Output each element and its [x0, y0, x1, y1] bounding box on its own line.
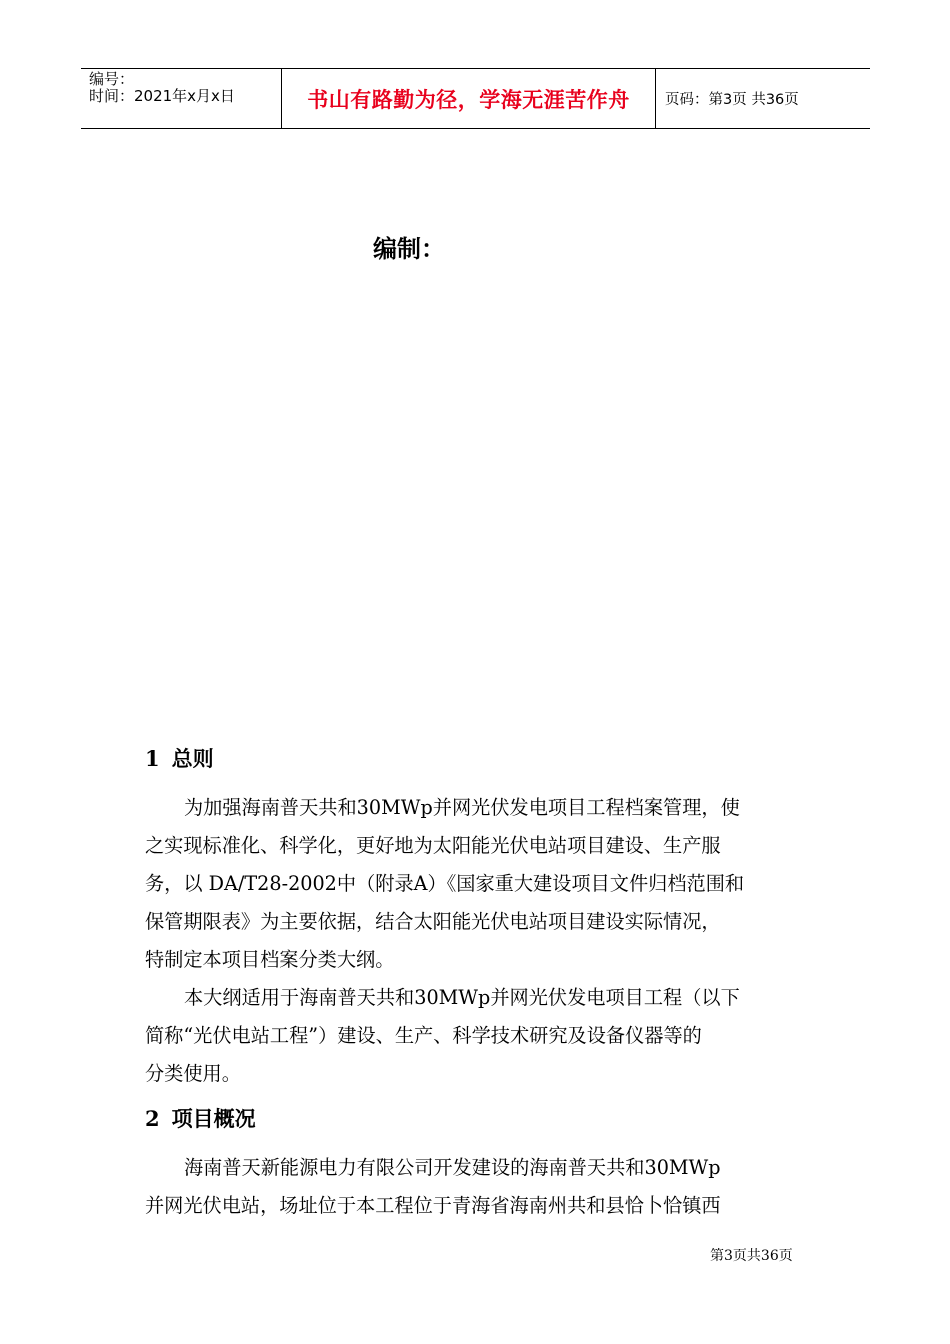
- section-number: 2: [145, 1106, 160, 1131]
- header-page-cell: [656, 69, 870, 128]
- number-label: 编号：: [89, 70, 135, 88]
- paragraph-line: 特制定本项目档案分类大纲。: [145, 948, 395, 971]
- header-table: [81, 68, 870, 129]
- paragraph-line: 并网光伏电站，场址位于本工程位于青海省海南州共和县恰卜恰镇西: [145, 1194, 721, 1217]
- paragraph-line: 简称“光伏电站工程”）建设、生产、科学技术研究及设备仪器等的: [145, 1024, 702, 1047]
- section-heading-2: [145, 1104, 256, 1134]
- header-motto-cell: [282, 69, 656, 128]
- section-heading-1: [145, 744, 214, 774]
- page-footer: 第3页共36页: [710, 1248, 793, 1264]
- paragraph-line: 本大纲适用于海南普天共和30MWp并网光伏发电项目工程（以下: [184, 986, 740, 1009]
- paragraph-line: 之实现标准化、科学化，更好地为太阳能光伏电站项目建设、生产服: [145, 834, 721, 857]
- time-label: 时间：2021年x月x日: [89, 87, 235, 105]
- motto-text: 书山有路勤为径，学海无涯苦作舟: [307, 87, 630, 112]
- paragraph-line: 保管期限表》为主要依据，结合太阳能光伏电站项目建设实际情况，: [145, 910, 721, 933]
- paragraph: [145, 789, 807, 979]
- section-number: 1: [145, 746, 160, 771]
- paragraph: [145, 979, 807, 1093]
- section-title: 项目概况: [171, 1107, 256, 1131]
- page-label: 页码：第3页 共36页: [665, 92, 799, 108]
- paragraph-line: 海南普天新能源电力有限公司开发建设的海南普天共和30MWp: [184, 1156, 721, 1179]
- paragraph-line: 为加强海南普天共和30MWp并网光伏发电项目工程档案管理，使: [184, 796, 740, 819]
- paragraph-line: 分类使用。: [145, 1062, 241, 1085]
- compile-label: 编制：: [373, 235, 445, 263]
- section-title: 总则: [171, 747, 214, 771]
- paragraph: [145, 1149, 807, 1225]
- paragraph-line: 务，以 DA/T28-2002中（附录A）《国家重大建设项目文件归档范围和: [145, 872, 745, 895]
- header-info-cell: [81, 69, 282, 128]
